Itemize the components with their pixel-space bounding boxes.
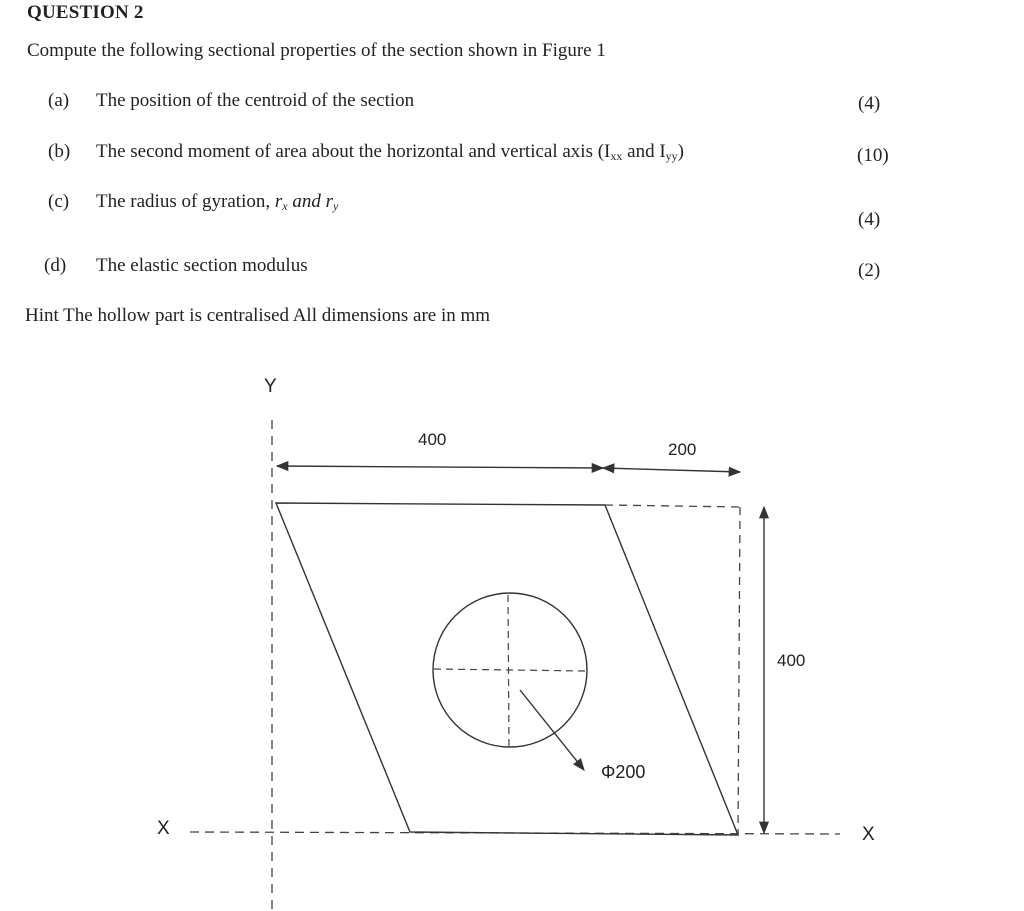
part-b-label: (b): [48, 141, 71, 162]
part-d-text: The elastic section modulus: [96, 255, 308, 276]
part-d-marks: (2): [858, 260, 881, 281]
part-c-and: and: [287, 191, 326, 212]
x-axis-left-label: X: [157, 818, 170, 839]
circle-horizontal-centerline: [434, 669, 587, 671]
question-intro: Compute the following sectional properties of the section shown in Figure 1: [27, 40, 606, 61]
diameter-leader-arrow: [520, 690, 584, 770]
hint-text: Hint The hollow part is centralised All dimensions are in mm: [25, 305, 491, 326]
part-b-marks: (10): [857, 145, 889, 166]
part-a-label: (a): [48, 90, 70, 111]
bounding-rect-right-dashed: [738, 507, 740, 835]
x-axis-right-label: X: [862, 824, 875, 845]
part-a-marks: (4): [858, 93, 881, 114]
dimension-label-400-height: 400: [777, 651, 806, 670]
dimension-line-200-top: [603, 468, 740, 472]
part-a-text: The position of the centroid of the section: [96, 90, 415, 111]
dimension-line-400-top: [277, 466, 603, 468]
part-c-marks: (4): [858, 209, 881, 230]
circle-vertical-centerline: [508, 595, 509, 750]
part-b-text-mid: and I: [622, 141, 666, 162]
part-d-label: (d): [44, 255, 67, 276]
diameter-label: Φ200: [601, 762, 646, 782]
dimension-label-200-top: 200: [668, 440, 697, 459]
part-c-label: (c): [48, 191, 70, 212]
part-b-text-before: The second moment of area about the horizontal and vertical axis (I: [96, 141, 611, 162]
part-c-r2: r: [325, 191, 334, 212]
bounding-rect-top-dashed: [605, 505, 740, 507]
part-b-sub-yy: yy: [665, 149, 678, 163]
dimension-label-400-top: 400: [418, 430, 447, 449]
part-c-sub-x: x: [282, 199, 288, 213]
part-c-text-main: The radius of gyration,: [96, 191, 275, 212]
parallelogram-section: [276, 503, 738, 835]
part-b-text-after: ): [677, 141, 684, 162]
part-c-r1: r: [274, 191, 283, 212]
part-b-sub-xx: xx: [610, 149, 623, 163]
part-c-sub-y: y: [333, 199, 339, 213]
question-heading: QUESTION 2: [27, 2, 144, 23]
y-axis-label: Y: [264, 376, 277, 397]
